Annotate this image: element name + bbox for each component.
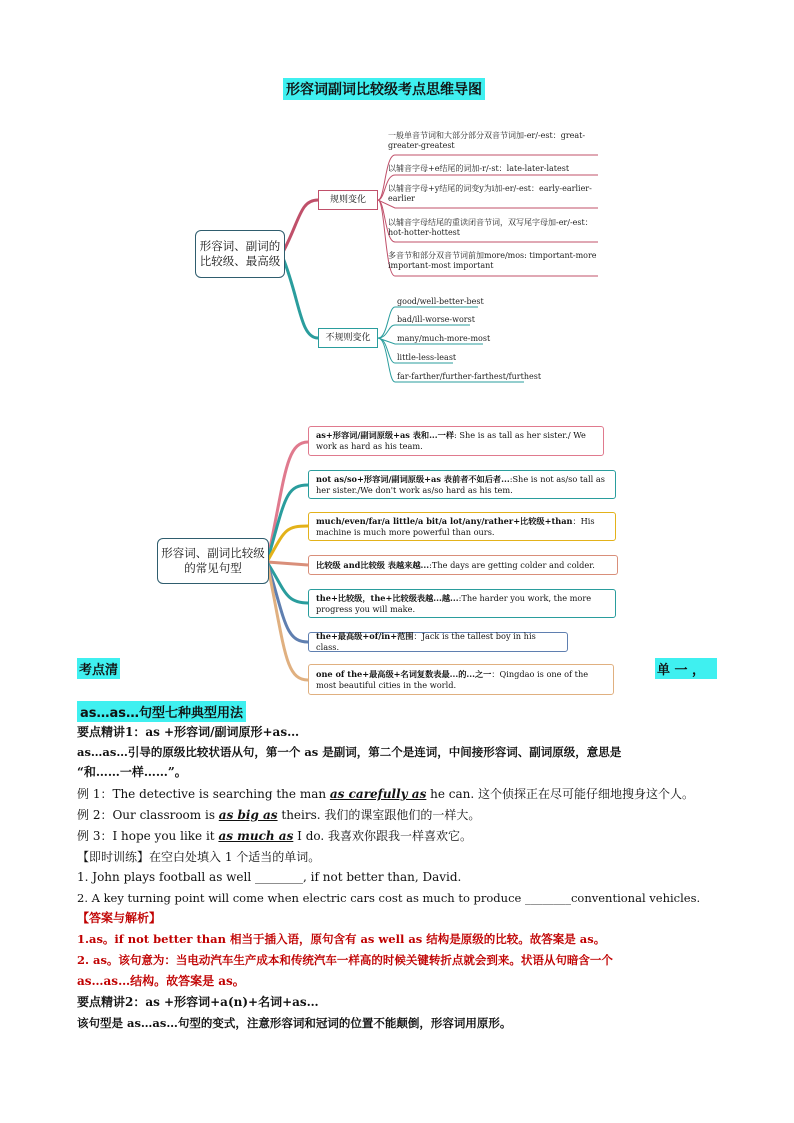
answer-2-line-1: 2. as。该句意为：当电动汽车生产成本和传统汽车一样高的时候关键转折点就会到来。状语从句暗含一个	[77, 953, 613, 967]
section-heading-2: as…as…句型七种典型用法	[77, 701, 246, 722]
pattern-3: much/even/far/a little/a bit/a lot/any/rather+比较级+than	[316, 515, 573, 526]
regular-change-node: 规则变化	[318, 190, 378, 210]
point1-desc-2: “和……一样……”。	[77, 765, 187, 779]
pattern-6: the+最高级+of/in+范围	[316, 631, 414, 641]
answer-heading: 【答案与解析】	[77, 911, 162, 925]
pattern-box-6	[308, 632, 568, 652]
pattern-box-4	[308, 555, 618, 575]
pattern-box-1	[308, 426, 604, 456]
regular-rule-4: 以辅音字母结尾的重读闭音节词，双写尾字母加-er/-est：hot-hotter-hottest	[388, 218, 593, 237]
question-1: 1. John plays football as well ________, if not better than, David.	[77, 870, 462, 884]
irregular-item-2: bad/ill-worse-worst	[397, 315, 475, 324]
example-1-keyword: as carefully as	[329, 787, 427, 801]
section-heading-left: 考点清	[77, 658, 120, 679]
example-3-keyword: as much as	[218, 829, 294, 843]
pattern-box-3	[308, 512, 616, 541]
point2-title: 要点精讲2：as +形容词+a(n)+名词+as…	[77, 995, 319, 1009]
answer-2-line-2: as…as…结构。故答案是 as。	[77, 974, 245, 988]
point1-desc-1: as…as…引导的原级比较状语从句，第一个 as 是副词，第二个是连词，中间接形容词、副词原级，意思是	[77, 745, 622, 759]
example-7: ：Qingdao is one of the most beautiful cities in the world.	[316, 668, 589, 690]
point2-desc: 该句型是 as…as…句型的变式，注意形容词和冠词的位置不能颠倒，形容词用原形。	[77, 1016, 512, 1030]
example-1: : She is as tall as her sister./ We work as hard as his team.	[316, 430, 586, 451]
map1-center-node: 形容词、副词的比较级、最高级	[195, 230, 285, 278]
pattern-5: the+比较级，the+比较级表越...越...	[316, 592, 459, 603]
pattern-4: 比较级 and比较级 表越来越...	[316, 559, 430, 570]
map2-center-node: 形容词、副词比较级的常见句型	[157, 538, 269, 584]
example-6: ：Jack is the tallest boy in his class.	[316, 631, 536, 652]
example-line-1: 例 1：The detective is searching the man as carefully as he can. 这个侦探正在尽可能仔细地搜身这个人。	[77, 787, 695, 801]
pattern-7: one of the+最高级+名词复数表最...的...之一	[316, 668, 492, 679]
pattern-box-7	[308, 664, 614, 695]
example-2-keyword: as big as	[218, 808, 278, 822]
answer-1: 1.as。if not better than 相当于插入语，原句含有 as well as 结构是原级的比较。故答案是 as。	[77, 932, 606, 946]
example-3: ：His machine is much more powerful than ours.	[316, 515, 595, 537]
pattern-box-2	[308, 470, 616, 499]
irregular-item-3: many/much-more-most	[397, 334, 491, 343]
irregular-item-5: far-farther/further-farthest/furthest	[397, 372, 542, 381]
example-4: :The days are getting colder and colder.	[429, 559, 595, 570]
regular-rule-2: 以辅音字母+e结尾的词加-r/-st：late-later-latest	[388, 164, 570, 173]
irregular-change-node: 不规则变化	[318, 328, 378, 348]
regular-rule-3: 以辅音字母+y结尾的词变y为i加-er/-est：early-earlier-earlier	[388, 184, 592, 203]
irregular-item-4: little-less-least	[397, 353, 457, 362]
example-line-3: 例 3：I hope you like it as much as I do. 我喜欢你跟我一样喜欢它。	[77, 829, 473, 843]
regular-rule-5: 多音节和部分双音节词前加more/mos: timportant-more important-most important	[388, 251, 597, 270]
regular-rule-1: 一般单音节词和大部分部分双音节词加-er/-est：great-greater-greatest	[388, 131, 586, 150]
example-5: :The harder you work, the more progress you will make.	[316, 592, 592, 614]
question-2: 2. A key turning point will come when electric cars cost as much to produce ________conventional vehicles.	[77, 891, 701, 905]
page-title: 形容词副词比较级考点思维导图	[283, 78, 485, 100]
pattern-2: not as/so+形容词/副词原级+as 表前者不如后者...	[316, 473, 510, 484]
pattern-box-5	[308, 589, 616, 618]
example-line-2: 例 2：Our classroom is as big as theirs. 我们的课室跟他们的一样大。	[77, 808, 481, 822]
example-2: :She is not as/so tall as her sister./We don't work as/so hard as his tem.	[316, 473, 605, 495]
practice-heading: 【即时训练】在空白处填入 1 个适当的单词。	[77, 850, 321, 864]
section-heading-right: 单 一 ，	[655, 658, 717, 679]
point1-title: 要点精讲1：as +形容词/副词原形+as…	[77, 725, 300, 739]
irregular-item-1: good/well-better-best	[397, 297, 484, 306]
pattern-1: as+形容词/副词原级+as 表和...一样	[316, 430, 455, 440]
